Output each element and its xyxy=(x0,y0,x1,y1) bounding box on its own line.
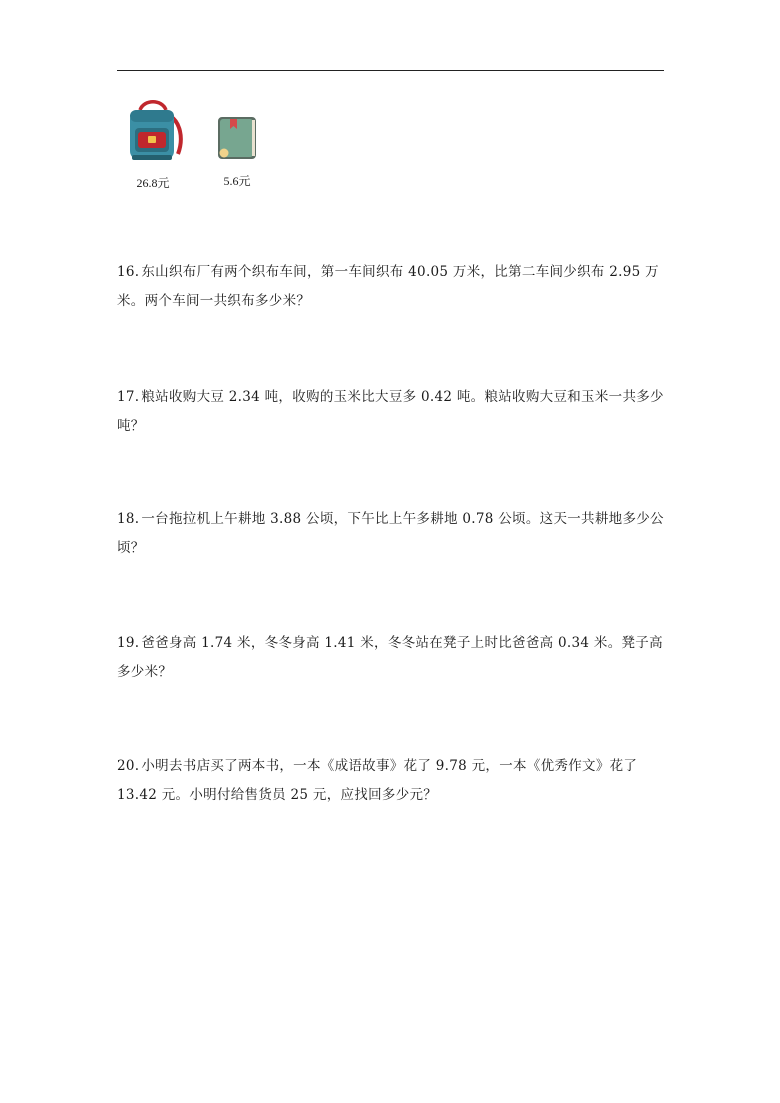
book-price: 5.6元 xyxy=(223,174,251,188)
header-rule xyxy=(117,70,664,71)
question-number: 16. xyxy=(117,264,140,280)
question-17 xyxy=(117,383,665,441)
question-20 xyxy=(117,752,665,810)
question-number: 17. xyxy=(117,389,140,405)
question-text: 粮站收购大豆 2.34 吨，收购的玉米比大豆多 0.42 吨。粮站收购大豆和玉米一共多少吨？ xyxy=(117,389,664,434)
book-item xyxy=(208,115,266,189)
question-16 xyxy=(117,258,665,316)
question-text: 东山织布厂有两个织布车间，第一车间织布 40.05 万米，比第二车间少织布 2.95 万米。两个车间一共织布多少米？ xyxy=(117,264,659,309)
question-number: 18. xyxy=(117,511,140,527)
question-number: 19. xyxy=(117,635,140,651)
question-text: 小明去书店买了两本书，一本《成语故事》花了 9.78 元，一本《优秀作文》花了 13.42 元。小明付给售货员 25 元，应找回多少元？ xyxy=(117,758,638,803)
question-number: 20. xyxy=(117,758,140,774)
question-19 xyxy=(117,629,665,687)
question-18 xyxy=(117,505,665,563)
question-text: 一台拖拉机上午耕地 3.88 公顷，下午比上午多耕地 0.78 公顷。这天一共耕地多少公顷？ xyxy=(117,511,664,556)
backpack-icon xyxy=(122,100,184,164)
backpack-item xyxy=(121,100,185,191)
question-text: 爸爸身高 1.74 米，冬冬身高 1.41 米，冬冬站在凳子上时比爸爸高 0.34 米。凳子高多少米？ xyxy=(117,635,663,680)
book-icon xyxy=(215,115,259,161)
backpack-price: 26.8元 xyxy=(136,176,170,190)
